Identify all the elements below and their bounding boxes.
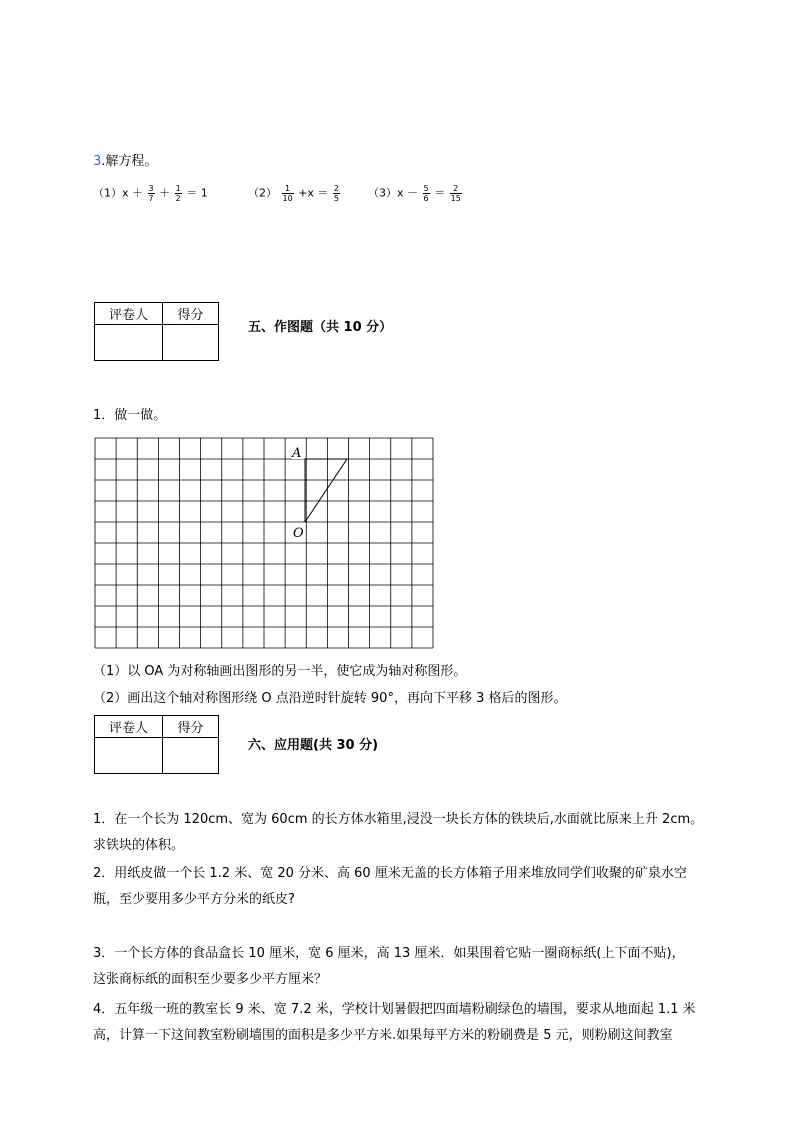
section-6-title: 六、应用题(共 30 分): [248, 738, 379, 753]
equation-2: [248, 184, 341, 203]
fraction: $\frac{1}{2}$: [175, 184, 181, 203]
draw-sub-2: （2）画出这个轴对称图形绕 O 点沿逆时针旋转 90°，再向下平移 3 格后的图形。: [93, 691, 567, 706]
fraction: $\frac{2}{15}$: [450, 184, 461, 203]
question-3-heading: [93, 153, 157, 171]
app-problem-4: [93, 997, 723, 1049]
fraction: $\frac{1}{10}$: [282, 184, 293, 203]
score-header: 得分: [163, 716, 219, 738]
problem-line: 4．五年级一班的教室长 9 米、宽 7.2 米，学校计划暑假把四面墙粉刷绿色的墙围，要求从地面起 1.1 米: [93, 1002, 696, 1017]
label-o: O: [293, 526, 304, 541]
section-5-title: 五、作图题（共 10 分）: [248, 320, 393, 335]
problem-line: 瓶，至少要用多少平方分米的纸皮?: [93, 892, 295, 907]
segment-diagonal: [305, 459, 347, 522]
draw-question-1: 1．做一做。: [93, 408, 167, 423]
equation-1: [93, 184, 208, 203]
equation-3: [368, 184, 463, 203]
problem-line: 1．在一个长为 120cm、宽为 60cm 的长方体水箱里,浸没一块长方体的铁块后,水面就比原来上升 2cm。: [93, 812, 704, 827]
problem-line: 3．一个长方体的食品盒长 10 厘米，宽 6 厘米，高 13 厘米．如果围着它贴一圈商标纸(上下面不贴)，: [93, 946, 685, 961]
problem-line: 求铁块的体积。: [93, 838, 185, 853]
score-cell[interactable]: [163, 738, 219, 774]
question-text: .解方程。: [101, 154, 158, 169]
score-box-1: [94, 302, 219, 361]
fraction: $\frac{3}{7}$: [148, 184, 154, 203]
grader-header: 评卷人: [95, 303, 163, 325]
fraction: $\frac{2}{5}$: [333, 184, 340, 203]
problem-line: 2．用纸皮做一个长 1.2 米、宽 20 分米、高 60 厘米无盖的长方体箱子用来堆放同学们收聚的矿泉水空: [93, 866, 687, 881]
grid-lines: [95, 438, 433, 648]
score-header: 得分: [163, 303, 219, 325]
grader-header: 评卷人: [95, 716, 163, 738]
eq-label: （1）x ＋: [93, 186, 144, 200]
grid-figure[interactable]: [94, 437, 434, 649]
question-number: 3: [93, 154, 102, 169]
grader-cell[interactable]: [95, 738, 163, 774]
label-a: A: [292, 446, 302, 461]
app-problem-2: [93, 861, 723, 913]
operator: +x ＝: [298, 186, 329, 200]
score-cell[interactable]: [163, 325, 219, 361]
draw-sub-1: （1）以 OA 为对称轴画出图形的另一半，使它成为轴对称图形。: [93, 664, 467, 679]
operator: ＝: [434, 186, 446, 200]
eq-label: （2）: [248, 186, 277, 200]
fraction: $\frac{5}{6}$: [423, 184, 429, 203]
score-box-2: [94, 715, 219, 774]
app-problem-1: [93, 807, 723, 859]
problem-line: 高，计算一下这间教室粉刷墙围的面积是多少平方米.如果每平方米的粉刷费是 5 元，则粉刷这间教室: [93, 1028, 673, 1043]
grader-cell[interactable]: [95, 325, 163, 361]
app-problem-3: [93, 941, 723, 993]
eq-label: （3）x －: [368, 186, 419, 200]
operator: ＋: [159, 186, 171, 200]
eq-rhs: ＝ 1: [186, 186, 208, 200]
problem-line: 这张商标纸的面积至少要多少平方厘米？: [93, 972, 328, 987]
